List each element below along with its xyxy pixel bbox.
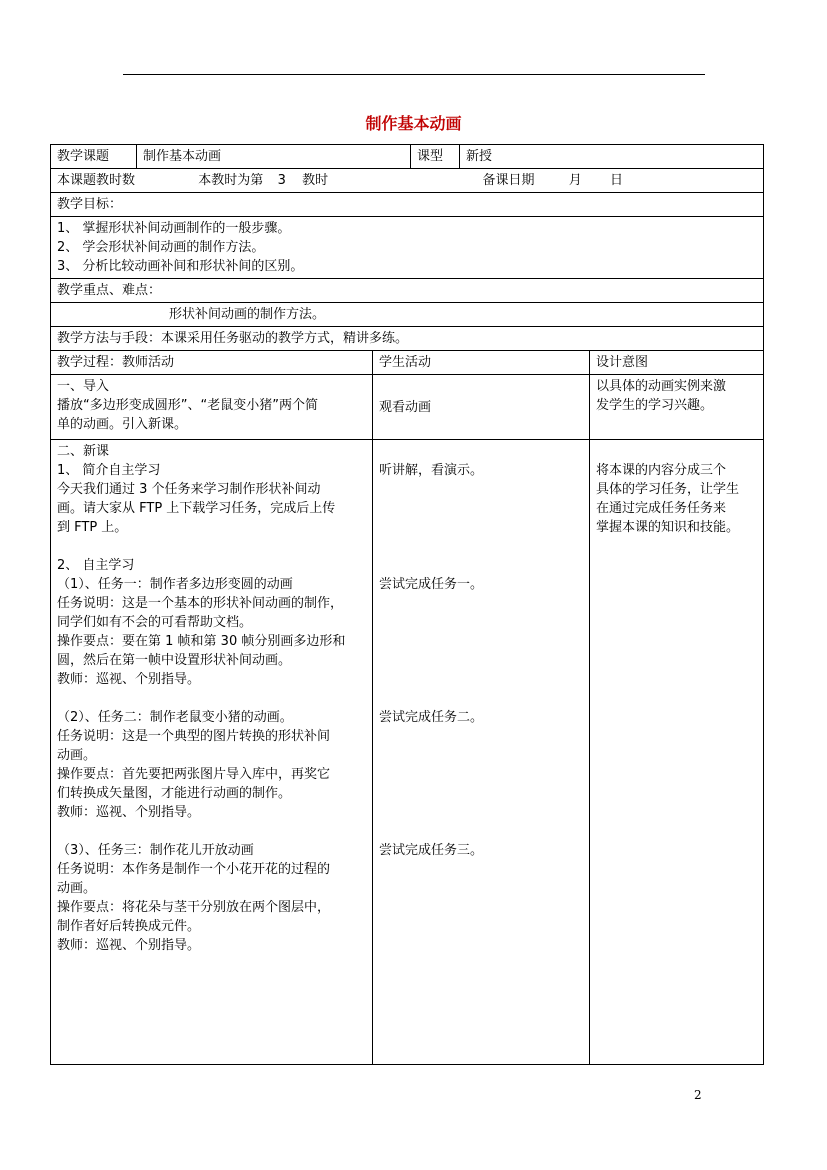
student-activity: 尝试完成任务三。 xyxy=(379,843,484,858)
student-activity: 听讲解，看演示。 xyxy=(379,463,484,478)
col-header-teacher: 教学过程：教师活动 xyxy=(51,351,373,375)
prep-date-label: 备课日期 xyxy=(482,173,535,188)
month-label: 月 xyxy=(568,173,582,188)
key-points-heading: 教学重点、难点： xyxy=(51,279,764,303)
label-topic: 教学课题 xyxy=(51,145,137,169)
intro-design: 以具体的动画实例来激 发学生的学习兴趣。 xyxy=(590,375,764,440)
row-goals xyxy=(51,217,764,279)
student-activity: 尝试完成任务一。 xyxy=(379,577,484,592)
page-number: 2 xyxy=(694,1088,702,1102)
col-header-student: 学生活动 xyxy=(373,351,590,375)
new-lesson-student xyxy=(373,440,590,1065)
day-label: 日 xyxy=(610,173,624,188)
intro-student: 观看动画 xyxy=(373,375,590,440)
goal-item: 3、 分析比较动画补间和形状补间的区别。 xyxy=(57,259,304,274)
row-column-headers xyxy=(51,351,764,375)
row-key-heading xyxy=(51,279,764,303)
row-goals-heading xyxy=(51,193,764,217)
label-lesson-type: 课型 xyxy=(411,145,460,169)
document-title: 制作基本动画 xyxy=(365,114,462,133)
row-sessions xyxy=(51,169,764,193)
goal-item: 2、 学会形状补间动画的制作方法。 xyxy=(57,240,265,255)
new-lesson-teacher: 二、新课 1、 简介自主学习 今天我们通过 3 个任务来学习制作形状补间动 画。请大家从 FTP 上下载学习任务，完成后上传 到 FTP 上。 2、 自主学习 （1）、任务一：制作者多边形变圆的动画 任务说明：这是一个基本的形状补间动画的制作， 同学们如有不会的可看帮助文档。 操作要点：要在第 1 帧和第 30 帧分别画多边形和 圆，然后在第一帧中设置形状补间动画。 教师：巡视、个别指导。 （2）、任务二：制作老鼠变小猪的动画。 任务说明：这是一个典型的图片转换的形状补间 动画。 操作要点：首先要把两张图片导入库中，再奖它 们转换成矢量图，才能进行动画的制作。 教师：巡视、个别指导。 （3）、任务三：制作花儿开放动画 任务说明：本作务是制作一个小花开花的过程的 动画。 操作要点：将花朵与茎干分别放在两个图层中， 制作者好后转换成元件。 教师：巡视、个别指导。 xyxy=(51,440,373,1065)
session-suffix: 教时 xyxy=(302,173,329,188)
header-rule xyxy=(123,74,705,75)
key-points-text: 形状补间动画的制作方法。 xyxy=(51,303,764,327)
col-header-design: 设计意图 xyxy=(590,351,764,375)
row-intro xyxy=(51,375,764,440)
session-number: 3 xyxy=(277,173,286,188)
topic-value: 制作基本动画 xyxy=(137,145,411,169)
methods-text: 教学方法与手段：本课采用任务驱动的教学方式，精讲多练。 xyxy=(51,327,764,351)
lesson-plan-table xyxy=(50,144,764,1065)
goals-heading: 教学目标： xyxy=(51,193,764,217)
goal-item: 1、 掌握形状补间动画制作的一般步骤。 xyxy=(57,221,291,236)
row-topic xyxy=(51,145,764,169)
row-key-points xyxy=(51,303,764,327)
intro-teacher: 一、导入 播放“多边形变成圆形”、“老鼠变小猪”两个简 单的动画。引入新课。 xyxy=(51,375,373,440)
label-total-sessions: 本课题教时数 xyxy=(57,173,136,188)
session-prefix: 本教时为第 xyxy=(198,173,264,188)
new-lesson-design: 将本课的内容分成三个 具体的学习任务，让学生 在通过完成任务任务来 掌握本课的知识和技能。 xyxy=(590,440,764,1065)
student-activity: 尝试完成任务二。 xyxy=(379,710,484,725)
row-methods xyxy=(51,327,764,351)
row-new-lesson xyxy=(51,440,764,1065)
goals-list xyxy=(51,217,764,279)
lesson-type-value: 新授 xyxy=(460,145,764,169)
sessions-cell xyxy=(51,169,764,193)
